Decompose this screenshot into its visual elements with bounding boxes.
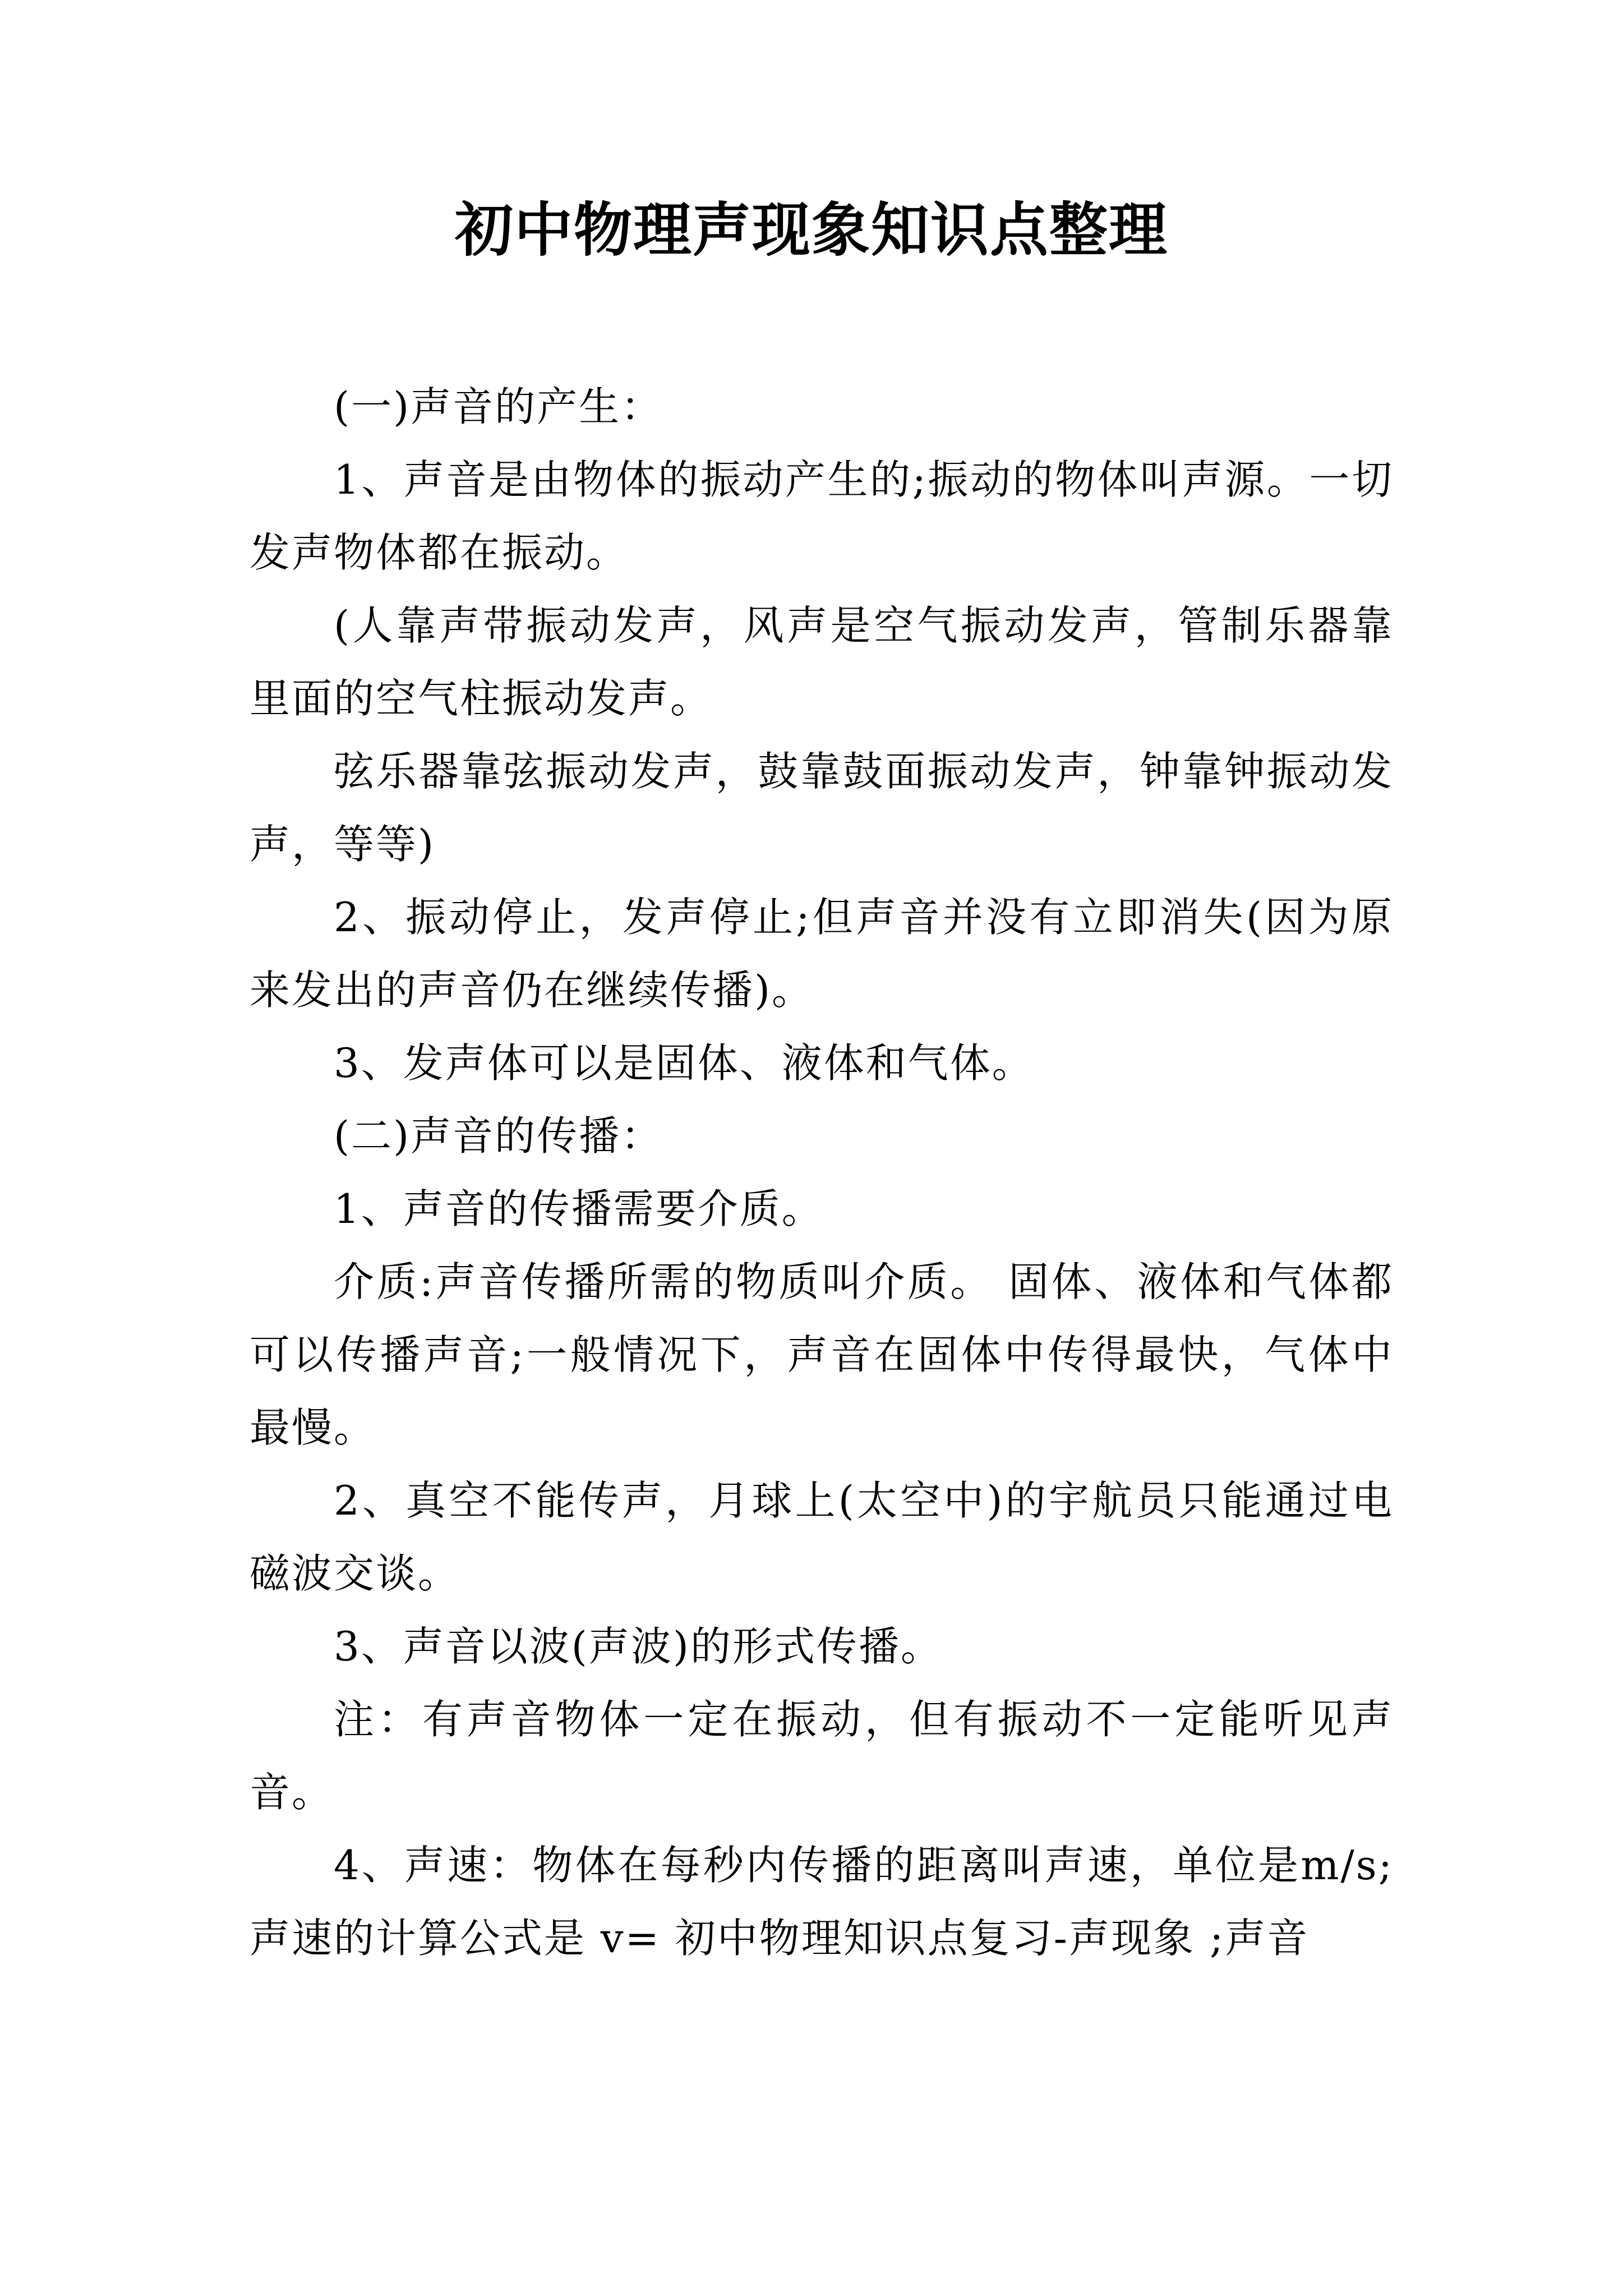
paragraph: 4、声速：物体在每秒内传播的距离叫声速，单位是m/s;声速的计算公式是 v= 初中物理知识点复习-声现象 ;声音 xyxy=(250,1842,1394,1962)
paragraph: (人靠声带振动发声，风声是空气振动发声，管制乐器靠里面的空气柱振动发声。 xyxy=(250,602,1394,722)
paragraph: (二)声音的传播： xyxy=(334,1112,663,1159)
paragraph: 1、声音是由物体的振动产生的;振动的物体叫声源。一切发声物体都在振动。 xyxy=(250,456,1394,576)
paragraph: 1、声音的传播需要介质。 xyxy=(334,1185,824,1232)
paragraph: 注：有声音物体一定在振动，但有振动不一定能听见声音。 xyxy=(250,1696,1394,1816)
document-title: 初中物理声现象知识点整理 xyxy=(454,195,1168,264)
paragraph: 3、发声体可以是固体、液体和气体。 xyxy=(334,1039,1034,1087)
paragraph: 2、真空不能传声，月球上(太空中)的宇航员只能通过电磁波交谈。 xyxy=(250,1477,1394,1597)
paragraph: (一)声音的产生： xyxy=(334,383,663,430)
paragraph: 3、声音以波(声波)的形式传播。 xyxy=(334,1623,943,1670)
paragraph: 2、振动停止，发声停止;但声音并没有立即消失(因为原来发出的声音仍在继续传播)。 xyxy=(250,894,1394,1014)
paragraph: 弦乐器靠弦振动发声，鼓靠鼓面振动发声，钟靠钟振动发声，等等) xyxy=(250,748,1394,868)
paragraph: 介质:声音传播所需的物质叫介质。 固体、液体和气体都可以传播声音;一般情况下，声音在固体中传得最快，气体中最慢。 xyxy=(250,1258,1394,1451)
document-body xyxy=(250,370,1394,1975)
